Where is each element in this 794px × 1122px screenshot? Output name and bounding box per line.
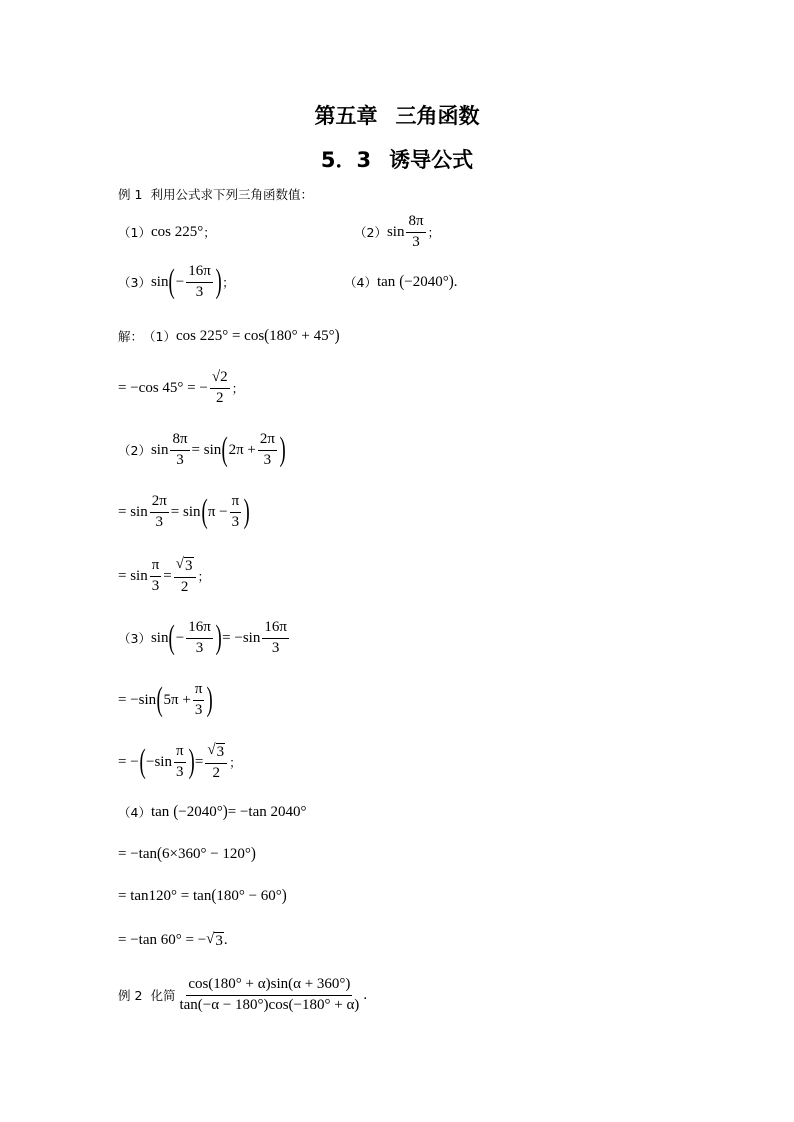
solution-line-2: = −cos 45° = − $\frac{√2}{2}$ ； — [118, 369, 245, 406]
solution-line-11: = tan120° = tan ( 180° − 60° ) — [118, 886, 287, 905]
chapter-subject: 三角函数 — [395, 104, 480, 128]
solution-line-12: = −tan 60° = − √ 3 . — [118, 930, 228, 949]
fraction: $\frac{16\pi}{3}$ — [264, 619, 287, 656]
solution-line-9: （4） tan ( −2040° ) = −tan 2040° — [118, 802, 307, 821]
example2-prompt: 化简 — [150, 988, 176, 1003]
solution-line-5: = sin $\frac{\pi}{3}$ = √ 3 2 ； — [118, 556, 211, 595]
fraction: $\frac{\pi}{3}$ — [175, 743, 184, 780]
fraction: $\frac{2\pi}{3}$ — [259, 431, 275, 468]
ex1-item-1: （1） cos 225° ； — [118, 223, 216, 240]
section-title — [0, 144, 794, 174]
fraction: √ 3 2 — [174, 556, 196, 596]
fraction: √ 3 2 — [205, 742, 227, 782]
example2-label: 例 2 — [118, 988, 143, 1003]
chapter-title — [0, 100, 794, 130]
example1-prompt: 利用公式求下列三角函数值： — [150, 187, 313, 202]
example1-heading — [118, 174, 313, 214]
chapter-number: 第五章 — [314, 104, 378, 128]
solution-line-4: = sin $\frac{2\pi}{3}$ = sin ( π − $\frac{\pi}{3}$ ) — [118, 493, 250, 530]
example1-label: 例 1 — [118, 187, 143, 202]
ex1-item-3: （3） sin ( − $\frac{16\pi}{3}$ ) ； — [118, 263, 235, 300]
solution-line-3: （2） sin $\frac{8\pi}{3}$ = sin ( 2π + $\frac{2\pi}{3}$ ) — [118, 431, 286, 468]
solution-line-7: = −sin ( 5π + $\frac{\pi}{3}$ ) — [118, 681, 214, 718]
solution-line-8: = − ( −sin $\frac{\pi}{3}$ ) = √ 3 2 ； — [118, 742, 242, 781]
fraction: $\frac{\pi}{3}$ — [231, 493, 240, 530]
ex1-item-4: （4） tan ( −2040° ) . — [344, 272, 458, 291]
fraction: $\frac{\pi}{3}$ — [194, 681, 203, 718]
fraction: $\frac{√2}{2}$ — [211, 369, 228, 406]
solution-line-6: （3） sin ( − $\frac{16\pi}{3}$ ) = −sin $\frac{16\pi}{3}$ — [118, 619, 287, 656]
section-number: 5．3 — [320, 148, 372, 172]
section-name: 诱导公式 — [389, 148, 474, 172]
fraction: $\frac{16\pi}{3}$ — [188, 263, 211, 300]
ex1-item-2: （2） sin $\frac{8\pi}{3}$ ； — [354, 213, 441, 250]
fraction: $\frac{2\pi}{3}$ — [151, 493, 167, 530]
example2-line: 例 2 化简 $\frac{\cos(180^\circ + \alpha)\sin(\alpha + 360^\circ)}{\tan(-\alpha - 180^\circ)\cos(-180^\circ + \alpha)}$ . — [118, 976, 368, 1013]
fraction: $\frac{\cos(180^\circ + \alpha)\sin(\alpha + 360^\circ)}{\tan(-\alpha - 180^\circ)\cos(-180^\circ + \alpha)}$ — [179, 976, 360, 1013]
fraction: $\frac{8\pi}{3}$ — [172, 431, 188, 468]
fraction: $\frac{16\pi}{3}$ — [188, 619, 211, 656]
solution-line-10: = −tan ( 6×360° − 120° ) — [118, 844, 256, 863]
solution-line-1: 解： （1） cos 225° = cos ( 180° + 45° ) — [118, 326, 340, 345]
fraction: $\frac{\pi}{3}$ — [151, 557, 160, 594]
solution-label: 解： — [118, 329, 144, 344]
fraction: $\frac{8\pi}{3}$ — [408, 213, 424, 250]
